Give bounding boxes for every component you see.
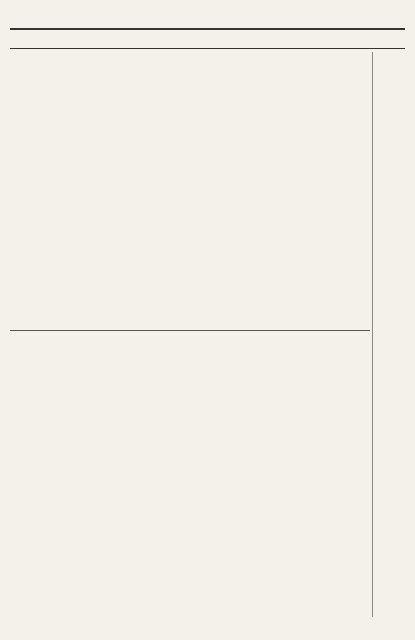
masthead [10,28,405,49]
top-schedule-area [10,52,370,327]
title-divider [372,52,373,617]
section-divider [10,330,370,331]
bottom-schedule-area [10,336,370,626]
